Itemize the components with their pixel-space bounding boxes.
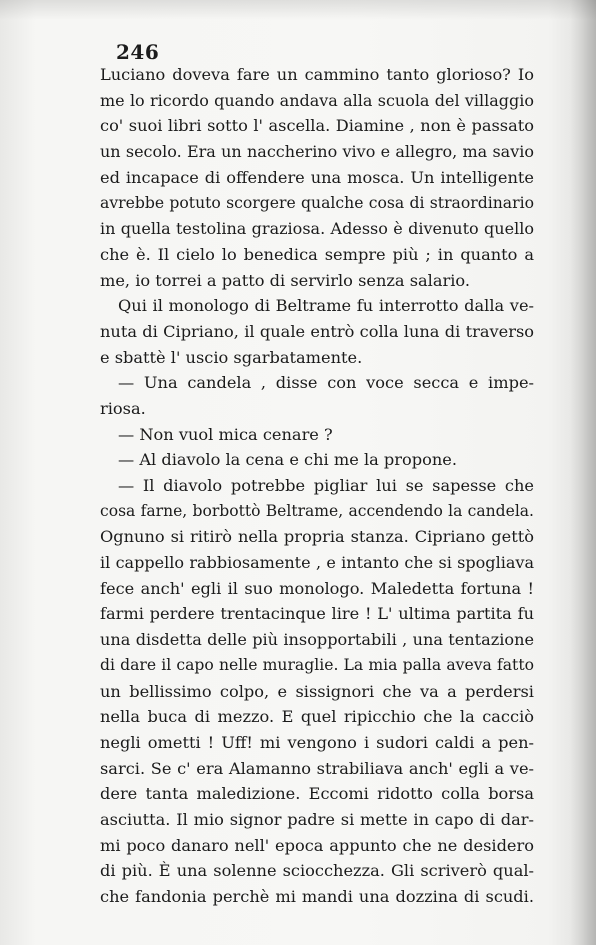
text-line: nuta di Cipriano, il quale entrò colla luna di traverso (100, 321, 534, 341)
text-line: e sbattè l' uscio sgarbatamente. (100, 347, 363, 367)
text-line: Luciano doveva fare un cammino tanto glorioso? Io (100, 65, 534, 84)
text-line: Ognuno si ritirò nella propria stanza. Cipriano gettò (100, 527, 534, 547)
text-line: — Una candela , disse con voce secca e impe- (118, 373, 534, 393)
text-line: fece anch' egli il suo monologo. Maledetta fortuna ! (100, 578, 534, 598)
text-line: riosa. (100, 398, 146, 418)
text-line: — Al diavolo la cena e chi me la propone. (118, 450, 458, 470)
text-line: che fandonia perchè mi mandi una dozzina di scudi. (100, 887, 534, 906)
text-line: co' suoi libri sotto l' ascella. Diamine , non è passato (100, 116, 534, 136)
text-line: dere tanta maledizione. Eccomi ridotto colla borsa (100, 784, 534, 804)
text-line: di dare il capo nelle muraglie. La mia palla aveva fatto (100, 655, 534, 674)
text-line: negli ometti ! Uff! mi vengono i sudori caldi a pen- (100, 732, 534, 752)
text-line: farmi perdere trentacinque lire ! L' ultima partita fu (100, 604, 534, 624)
text-line: — Il diavolo potrebbe pigliar lui se sapesse che (118, 476, 534, 495)
text-line: me, io torrei a patto di servirlo senza salario. (100, 270, 471, 290)
text-line: di più. È una solenne sciocchezza. Gli scriverò qual- (100, 861, 534, 881)
page-top-shadow (0, 0, 596, 20)
text-line: — Non vuol mica cenare ? (118, 424, 333, 444)
text-line: un bellissimo colpo, e sissignori che va a perdersi (100, 681, 534, 701)
text-line: Qui il monologo di Beltrame fu interrotto dalla ve- (118, 296, 534, 316)
page-edge-shadow (570, 0, 596, 945)
page-number: 246 (116, 40, 160, 64)
text-line: in quella testolina graziosa. Adesso è divenuto quello (100, 219, 534, 239)
text-line: che è. Il cielo lo benedica sempre più ; in quanto a (100, 244, 534, 264)
text-line: avrebbe potuto scorgere qualche cosa di straordinario (100, 193, 534, 213)
body-text (100, 62, 534, 910)
text-line: una disdetta delle più insopportabili , una tentazione (100, 630, 534, 650)
text-line: ed incapace di offendere una mosca. Un intelligente (100, 167, 534, 187)
text-line: un secolo. Era un naccherino vivo e allegro, ma savio (100, 142, 534, 162)
text-line: me lo ricordo quando andava alla scuola del villaggio (100, 90, 534, 110)
text-line: cosa farne, borbottò Beltrame, accendendo la candela. (100, 501, 534, 520)
text-line: sarci. Se c' era Alamanno strabiliava anch' egli a ve- (100, 758, 534, 778)
text-line: nella buca di mezzo. E quel ripicchio che la cacciò (100, 707, 534, 727)
text-line: mi poco danaro nell' epoca appunto che ne desidero (100, 835, 534, 855)
text-line: il cappello rabbiosamente , e intanto che si spogliava (100, 553, 534, 573)
text-line: asciutta. Il mio signor padre si mette in capo di dar- (100, 809, 534, 829)
